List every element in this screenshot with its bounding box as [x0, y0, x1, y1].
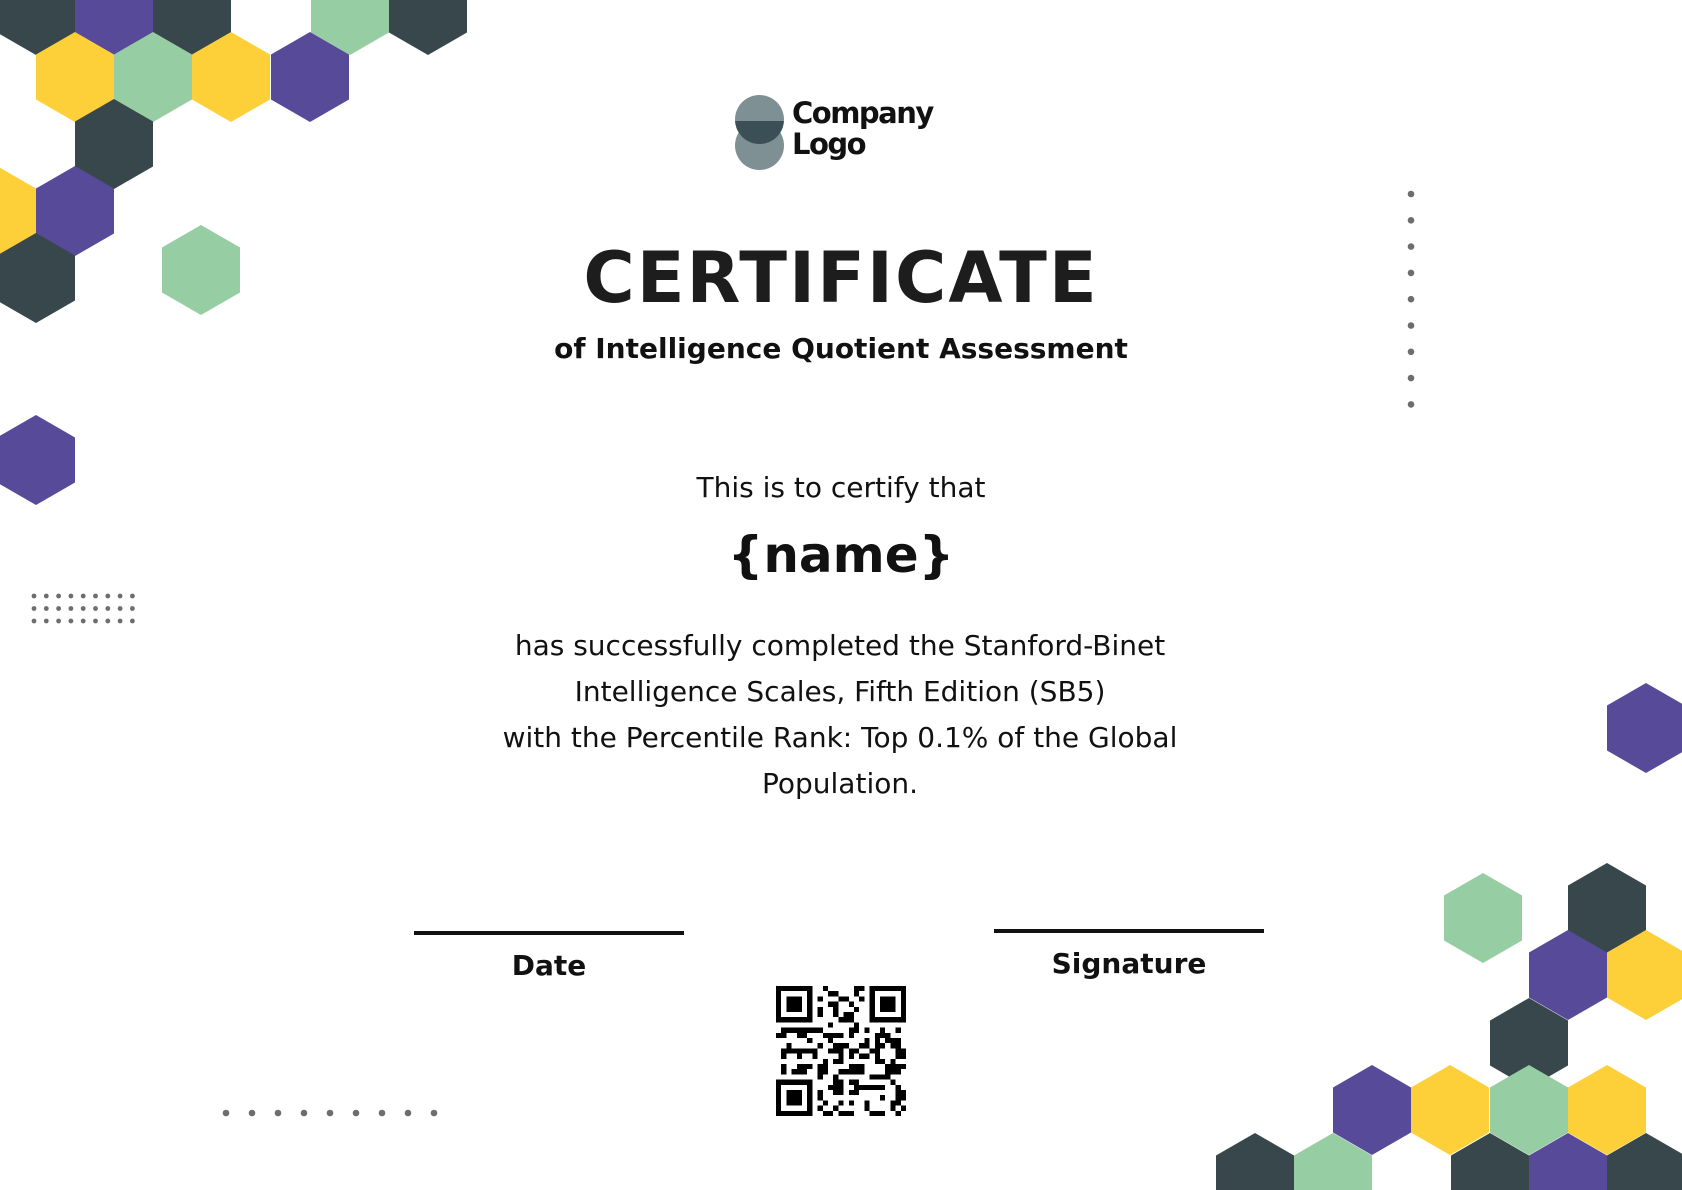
- dot-shape: [275, 1110, 282, 1117]
- dot-shape: [1408, 375, 1415, 382]
- qr-module: [818, 1028, 823, 1033]
- qr-module: [818, 996, 823, 1001]
- qr-module: [875, 1048, 880, 1053]
- qr-module: [901, 1106, 906, 1111]
- qr-module: [797, 1064, 802, 1069]
- dot-shape: [32, 606, 37, 611]
- qr-module: [781, 1064, 786, 1069]
- qr-module: [844, 1069, 849, 1074]
- qr-module: [875, 1033, 880, 1038]
- qr-module: [818, 1069, 823, 1074]
- qr-module: [864, 1085, 869, 1090]
- qr-module: [828, 991, 833, 996]
- qr-module: [896, 1069, 901, 1074]
- qr-module: [859, 1085, 864, 1090]
- qr-module: [885, 1069, 890, 1074]
- qr-module: [776, 1033, 781, 1038]
- dot-shape: [379, 1110, 386, 1117]
- date-line: [414, 931, 684, 935]
- dot-shape: [249, 1110, 256, 1117]
- qr-module: [854, 1090, 859, 1095]
- qr-module: [849, 1017, 854, 1022]
- qr-module: [880, 1111, 885, 1116]
- dot-shape: [93, 606, 98, 611]
- qr-module: [901, 1054, 906, 1059]
- qr-module: [870, 1048, 875, 1053]
- qr-module: [833, 1048, 838, 1053]
- qr-module: [807, 1064, 812, 1069]
- dot-shape: [118, 619, 123, 624]
- body-line: with the Percentile Rank: Top 0.1% of the Global: [502, 721, 1178, 754]
- qr-module: [849, 1048, 854, 1053]
- qr-module: [849, 1012, 854, 1017]
- qr-module: [786, 1048, 791, 1053]
- qr-module: [823, 1033, 828, 1038]
- dot-shape: [1408, 217, 1415, 224]
- dot-shape: [93, 594, 98, 599]
- qr-module: [880, 1085, 885, 1090]
- qr-module: [828, 1022, 833, 1027]
- qr-module: [896, 1100, 901, 1105]
- qr-module: [875, 1074, 880, 1079]
- qr-module: [901, 1095, 906, 1100]
- qr-module: [880, 1074, 885, 1079]
- qr-module: [823, 986, 828, 991]
- logo-text: [792, 98, 933, 160]
- qr-module: [786, 1043, 791, 1048]
- dot-shape: [118, 606, 123, 611]
- qr-module: [833, 1106, 838, 1111]
- qr-module: [833, 1043, 838, 1048]
- qr-module: [896, 1028, 901, 1033]
- dot-shape: [327, 1110, 334, 1117]
- qr-module: [896, 1085, 901, 1090]
- qr-module: [864, 1038, 869, 1043]
- qr-module: [802, 1028, 807, 1033]
- qr-module: [838, 1111, 843, 1116]
- qr-module: [870, 986, 906, 991]
- qr-module: [818, 1064, 823, 1069]
- qr-module: [823, 1100, 828, 1105]
- qr-module: [797, 1048, 802, 1053]
- logo-overlap-icon: [735, 121, 784, 144]
- qr-module: [880, 1043, 885, 1048]
- qr-module: [859, 1054, 864, 1059]
- dot-shape: [56, 619, 61, 624]
- qr-module: [776, 986, 781, 1022]
- qr-module: [864, 1054, 869, 1059]
- qr-module: [844, 1017, 849, 1022]
- qr-module: [885, 1033, 890, 1038]
- dot-shape: [69, 606, 74, 611]
- qr-module: [833, 1090, 838, 1095]
- dot-shape: [130, 606, 135, 611]
- qr-module: [864, 1106, 869, 1111]
- qr-module: [776, 1111, 812, 1116]
- qr-module: [875, 1054, 880, 1059]
- dot-shape: [44, 594, 49, 599]
- qr-module: [844, 1012, 849, 1017]
- qr-module: [880, 1033, 885, 1038]
- certificate-subtitle: of Intelligence Quotient Assessment: [554, 332, 1128, 365]
- qr-module: [838, 1054, 843, 1059]
- qr-module: [786, 1090, 802, 1106]
- dot-shape: [105, 619, 110, 624]
- qr-module: [849, 1054, 854, 1059]
- qr-module: [802, 1064, 807, 1069]
- company-logo: [735, 95, 935, 173]
- dot-shape: [93, 619, 98, 624]
- dot-shape: [81, 594, 86, 599]
- qr-module: [818, 1095, 823, 1100]
- qr-module: [854, 1069, 859, 1074]
- qr-module: [838, 1100, 843, 1105]
- qr-module: [818, 1012, 823, 1017]
- qr-module: [812, 1054, 817, 1059]
- qr-module: [807, 1080, 812, 1116]
- dot-shape: [118, 594, 123, 599]
- qr-module: [792, 1069, 797, 1074]
- dot-shape: [44, 619, 49, 624]
- qr-module: [818, 1106, 823, 1111]
- qr-module: [844, 996, 849, 1001]
- qr-module: [776, 986, 812, 991]
- qr-module: [807, 1038, 812, 1043]
- qr-module: [890, 1080, 895, 1085]
- qr-module: [828, 1048, 833, 1053]
- qr-module: [802, 1069, 807, 1074]
- qr-module: [875, 1038, 880, 1043]
- qr-module: [849, 1069, 854, 1074]
- qr-module: [880, 1095, 885, 1100]
- hexagon-shape: [1607, 683, 1682, 773]
- qr-module: [833, 1012, 838, 1017]
- qr-module: [854, 1022, 859, 1027]
- dot-shape: [56, 594, 61, 599]
- recipient-name: {name}: [727, 526, 955, 584]
- qr-code-icon: [776, 986, 906, 1116]
- qr-module: [776, 1080, 781, 1116]
- qr-module: [885, 1038, 890, 1043]
- qr-module: [818, 1007, 823, 1012]
- body-line: Population.: [761, 767, 918, 800]
- qr-module: [864, 1028, 869, 1033]
- certify-intro: This is to certify that: [696, 471, 986, 504]
- qr-module: [849, 1033, 854, 1038]
- qr-module: [870, 986, 875, 1022]
- qr-module: [838, 1043, 843, 1048]
- dot-shape: [32, 594, 37, 599]
- qr-module: [833, 991, 838, 996]
- qr-module: [854, 986, 859, 991]
- qr-module: [797, 1069, 802, 1074]
- qr-module: [890, 1038, 895, 1043]
- dot-shape: [431, 1110, 438, 1117]
- qr-module: [792, 1048, 797, 1053]
- qr-module: [838, 1090, 843, 1095]
- qr-module: [896, 1064, 901, 1069]
- qr-module: [812, 1048, 817, 1053]
- certificate-body: [460, 623, 1220, 807]
- qr-module: [896, 1090, 901, 1095]
- certificate-title: CERTIFICATE: [583, 237, 1099, 319]
- qr-module: [864, 1100, 869, 1105]
- qr-module: [818, 1090, 823, 1095]
- dot-shape: [56, 606, 61, 611]
- qr-module: [870, 1074, 875, 1079]
- qr-module: [896, 1048, 901, 1053]
- qr-module: [833, 1002, 838, 1007]
- qr-module: [880, 996, 896, 1012]
- qr-module: [828, 1033, 833, 1038]
- qr-module: [823, 1069, 828, 1074]
- qr-module: [781, 1028, 786, 1033]
- qr-module: [802, 1033, 807, 1038]
- qr-module: [875, 1111, 880, 1116]
- logo-text-line1: Company: [792, 96, 933, 130]
- logo-text-line2: Logo: [792, 127, 866, 161]
- qr-module: [849, 1100, 854, 1105]
- dot-shape: [1408, 401, 1415, 408]
- qr-module: [901, 1064, 906, 1069]
- hexagon-shape: [1216, 1133, 1294, 1190]
- dot-shape: [353, 1110, 360, 1117]
- qr-module: [776, 1017, 812, 1022]
- qr-module: [833, 1085, 838, 1090]
- qr-module: [838, 1085, 843, 1090]
- qr-module: [870, 1085, 875, 1090]
- qr-module: [807, 1048, 812, 1053]
- dot-shape: [130, 594, 135, 599]
- dot-shape: [32, 619, 37, 624]
- dot-shape: [69, 619, 74, 624]
- qr-module: [849, 1080, 854, 1085]
- qr-module: [859, 1043, 864, 1048]
- qr-module: [823, 1059, 828, 1064]
- dot-shape: [1408, 322, 1415, 329]
- qr-module: [854, 1080, 859, 1085]
- qr-module: [890, 1059, 895, 1064]
- qr-module: [880, 1059, 885, 1064]
- qr-module: [823, 1111, 828, 1116]
- qr-module: [797, 1028, 802, 1033]
- qr-module: [896, 1043, 901, 1048]
- qr-module: [849, 1002, 854, 1007]
- qr-module: [807, 1028, 812, 1033]
- dot-shape: [81, 606, 86, 611]
- qr-module: [890, 1043, 895, 1048]
- qr-module: [807, 986, 812, 1022]
- signature-label: Signature: [1051, 947, 1207, 980]
- qr-module: [838, 1033, 843, 1038]
- qr-module: [896, 1111, 901, 1116]
- date-label: Date: [511, 949, 587, 982]
- qr-module: [875, 1059, 880, 1064]
- qr-module: [786, 1028, 791, 1033]
- qr-module: [880, 1028, 885, 1033]
- body-line: has successfully completed the Stanford-Binet: [514, 629, 1166, 662]
- qr-module: [890, 1106, 895, 1111]
- qr-module: [890, 1100, 895, 1105]
- qr-module: [875, 1043, 880, 1048]
- qr-module: [838, 996, 843, 1001]
- qr-module: [823, 1064, 828, 1069]
- qr-module: [833, 1033, 838, 1038]
- dot-shape: [44, 606, 49, 611]
- dot-shape: [301, 1110, 308, 1117]
- qr-module: [870, 1111, 875, 1116]
- qr-module: [859, 996, 864, 1001]
- qr-module: [854, 1085, 859, 1090]
- qr-module: [786, 996, 802, 1012]
- qr-module: [885, 1074, 890, 1079]
- qr-module: [838, 1059, 843, 1064]
- qr-module: [802, 1048, 807, 1053]
- qr-module: [797, 1033, 802, 1038]
- dot-shape: [69, 594, 74, 599]
- qr-module: [890, 1069, 895, 1074]
- qr-module: [896, 1038, 901, 1043]
- dot-shape: [405, 1110, 412, 1117]
- qr-module: [781, 1054, 786, 1059]
- qr-module: [854, 1028, 859, 1033]
- qr-module: [838, 1048, 843, 1053]
- qr-module: [859, 986, 864, 991]
- qr-module: [901, 986, 906, 1022]
- qr-module: [854, 1064, 859, 1069]
- qr-module: [828, 1085, 833, 1090]
- dot-shape: [81, 619, 86, 624]
- qr-module: [849, 1064, 854, 1069]
- hexagon-shape: [1444, 873, 1522, 963]
- qr-module: [781, 1069, 786, 1074]
- qr-module: [838, 1017, 843, 1022]
- qr-module: [833, 1080, 838, 1085]
- qr-module: [849, 1090, 854, 1095]
- qr-module: [870, 1017, 906, 1022]
- qr-module: [792, 1028, 797, 1033]
- qr-module: [828, 1038, 833, 1043]
- hexagon-shape: [389, 0, 467, 55]
- dot-shape: [105, 606, 110, 611]
- qr-module: [833, 1059, 838, 1064]
- dot-shape: [223, 1110, 230, 1117]
- qr-module: [833, 1007, 838, 1012]
- dot-shape: [105, 594, 110, 599]
- qr-module: [854, 991, 859, 996]
- qr-module: [864, 1043, 869, 1048]
- qr-module: [844, 1043, 849, 1048]
- qr-module: [849, 1111, 854, 1116]
- qr-module: [890, 1064, 895, 1069]
- qr-module: [812, 1028, 817, 1033]
- qr-module: [885, 1064, 890, 1069]
- qr-module: [901, 1048, 906, 1053]
- qr-module: [828, 1111, 833, 1116]
- qr-module: [818, 1043, 823, 1048]
- qr-module: [849, 1028, 854, 1033]
- qr-module: [838, 1069, 843, 1074]
- qr-module: [901, 1090, 906, 1095]
- body-line: Intelligence Scales, Fifth Edition (SB5): [574, 675, 1106, 708]
- qr-module: [833, 1074, 838, 1079]
- qr-module: [844, 1111, 849, 1116]
- qr-module: [854, 1048, 859, 1053]
- qr-module: [776, 1080, 812, 1085]
- qr-module: [838, 1080, 843, 1085]
- dot-shape: [130, 619, 135, 624]
- dot-shape: [1408, 191, 1415, 198]
- qr-module: [854, 1007, 859, 1012]
- qr-module: [781, 1048, 786, 1053]
- qr-module: [781, 1033, 786, 1038]
- qr-module: [818, 1074, 823, 1079]
- qr-module: [797, 1054, 802, 1059]
- signature-line: [994, 929, 1264, 933]
- qr-module: [828, 1002, 833, 1007]
- qr-module: [896, 1095, 901, 1100]
- qr-module: [875, 1085, 880, 1090]
- qr-module: [859, 1064, 864, 1069]
- qr-module: [859, 1069, 864, 1074]
- qr-module: [896, 1054, 901, 1059]
